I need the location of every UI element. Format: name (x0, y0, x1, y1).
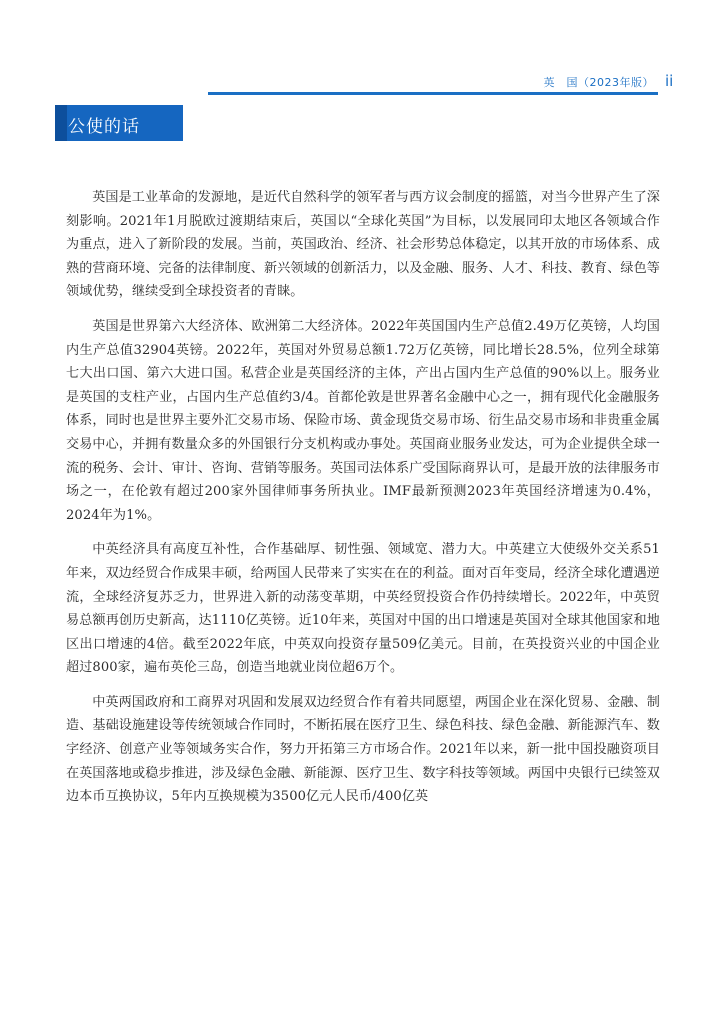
section-title: 公使的话 (68, 117, 140, 137)
paragraph-economy: 英国是世界第六大经济体、欧洲第二大经济体。2022年英国国内生产总值2.49万亿英镑，人均国内生产总值32904英镑。2022年，英国对外贸易总额1.72万亿英镑，同比增长28.5%，位列全球第七大出口国、第六大进口国。私营企业是英国经济的主体，产出占国内生产总值的90%以上。服务业是英国的支柱产业，占国内生产总值约3/4。首都伦敦是世界著名金融中心之一，拥有现代化金融服务体系，同时也是世界主要外汇交易市场、保险市场、黄金现货交易市场、衍生品交易市场和非贵重金属交易中心，并拥有数量众多的外国银行分支机构或办事处。英国商业服务业发达，可为企业提供全球一流的税务、会计、审计、咨询、营销等服务。英国司法体系广受国际商界认可，是最开放的法律服务市场之一，在伦敦有超过200家外国律师事务所执业。IMF最新预测2023年英国经济增速为0.4%，2024年为1%。 (66, 318, 660, 523)
section-banner-accent (55, 105, 67, 141)
running-header-title: 英 国（2023年版） (543, 76, 654, 89)
paragraph-intro: 英国是工业革命的发源地，是近代自然科学的领军者与西方议会制度的摇篮，对当今世界产生了深刻影响。2021年1月脱欧过渡期结束后，英国以“全球化英国”为目标，以发展同印太地区各领域合作为重点，进入了新阶段的发展。当前，英国政治、经济、社会形势总体稳定，以其开放的市场体系、成熟的营商环境、完备的法律制度、新兴领域的创新活力，以及金融、服务、人才、科技、教育、绿色等领域优势，继续受到全球投资者的青睐。 (66, 190, 660, 300)
paragraph-cooperation: 中英两国政府和工商界对巩固和发展双边经贸合作有着共同愿望，两国企业在深化贸易、金融、制造、基础设施建设等传统领域合作同时，不断拓展在医疗卫生、绿色科技、绿色金融、新能源汽车、数字经济、创意产业等领域务实合作，努力开拓第三方市场合作。2021年以来，新一批中国投融资项目在英国落地或稳步推进，涉及绿色金融、新能源、医疗卫生、数字科技等领域。两国中央银行已续签双边本币互换协议，5年内互换规模为3500亿元人民币/400亿英 (66, 694, 660, 805)
header-divider (208, 92, 658, 95)
page-number: ii (665, 72, 674, 90)
document-body (66, 186, 660, 820)
paragraph-bilateral: 中英经济具有高度互补性，合作基础厚、韧性强、领域宽、潜力大。中英建立大使级外交关系51年来，双边经贸合作成果丰硕，给两国人民带来了实实在在的利益。面对百年变局，经济全球化遭遇逆流，全球经济复苏乏力，世界进入新的动荡变革期，中英经贸投资合作仍持续增长。2022年，中英贸易总额再创历史新高，达1110亿英镑。近10年来，英国对中国的出口增速是英国对全球其他国家和地区出口增速的4倍。截至2022年底，中英双向投资存量509亿美元。目前，在英投资兴业的中国企业超过800家，遍布英伦三岛，创造当地就业岗位超6万个。 (66, 542, 660, 676)
